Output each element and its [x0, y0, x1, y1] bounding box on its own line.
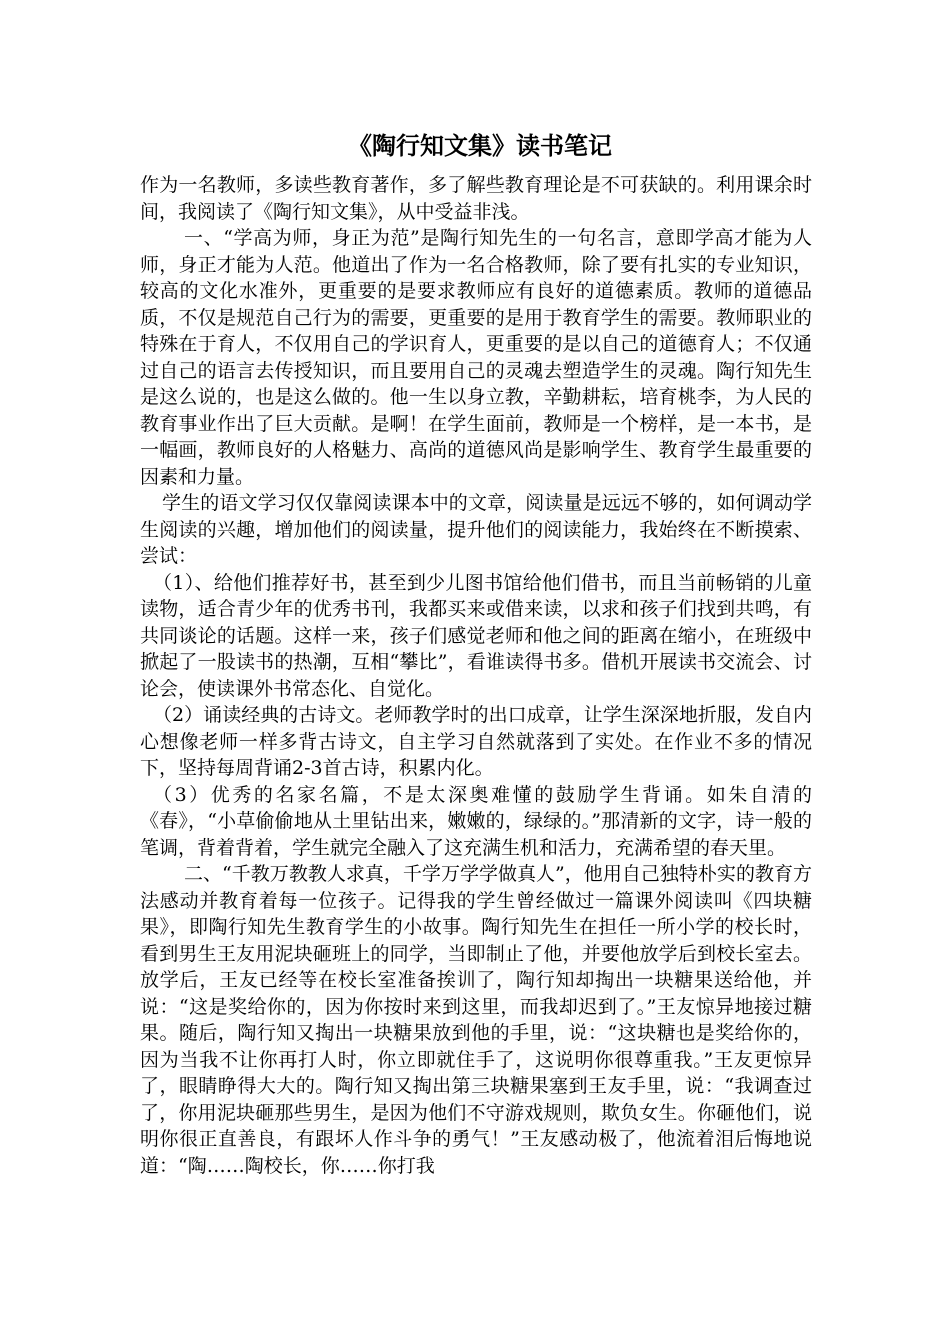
paragraph-intro: 作为一名教师，多读些教育著作，多了解些教育理论是不可获缺的。利用课余时间，我阅读了《陶行知文集》，从中受益非浅。 — [140, 174, 812, 223]
document-title: 《陶行知文集》读书笔记 — [348, 131, 612, 160]
paragraph-item-1: （1）、给他们推荐好书，甚至到少儿图书馆给他们借书，而且当前畅销的儿童读物，适合青少年的优秀书刊，我都买来或借来读，以求和孩子们找到共鸣，有共同谈论的话题。这样一来，孩子们感觉老师和他之间的距离在缩小，在班级中掀起了一股读书的热潮，互相“攀比”，看谁读得书多。借机开展读书交流会、讨论会，使读课外书常态化、自觉化。 — [140, 571, 812, 700]
paragraph-section-two: 二、“千教万教教人求真，千学万学学做真人”，他用自己独特朴实的教育方法感动并教育着每一位孩子。记得我的学生曾经做过一篇课外阅读叫《四块糖果》，即陶行知先生教育学生的小故事。陶行知先生在担任一所小学的校长时，看到男生王友用泥块砸班上的同学，当即制止了他，并要他放学后到校长室去。放学后，王友已经等在校长室准备挨训了，陶行知却掏出一块糖果送给他，并说：“这是奖给你的，因为你按时来到这里，而我却迟到了。”王友惊异地接过糖果。随后，陶行知又掏出一块糖果放到他的手里，说：“这块糖也是奖给你的，因为当我不让你再打人时，你立即就住手了，这说明你很尊重我。”王友更惊异了，眼睛睁得大大的。陶行知又掏出第三块糖果塞到王友手里，说：“我调查过了，你用泥块砸那些男生，是因为他们不守游戏规则，欺负女生。你砸他们，说明你很正直善良，有跟坏人作斗争的勇气！”王友感动极了，他流着泪后悔地说道：“陶……陶校长，你……你打我 — [140, 863, 812, 1177]
paragraph-item-2: （2）诵读经典的古诗文。老师教学时的出口成章，让学生深深地折服，发自内心想像老师一样多背古诗文，自主学习自然就落到了实处。在作业不多的情况下，坚持每周背诵2-3首古诗，积累内化。 — [140, 704, 812, 779]
paragraph-item-3: （3）优秀的名家名篇，不是太深奥难懂的鼓励学生背诵。如朱自清的《春》，“小草偷偷地从土里钻出来，嫩嫩的，绿绿的。”那清新的文字，诗一般的笔调，背着背着，学生就完全融入了这充满生机和活力，充满希望的春天里。 — [140, 783, 812, 859]
document-body — [140, 172, 812, 1179]
paragraph-section-one: 一、“学高为师，身正为范”是陶行知先生的一句名言，意即学高才能为人师，身正才能为人范。他道出了作为一名合格教师，除了要有扎实的专业知识，较高的文化水准外，更重要的是要求教师应有良好的道德素质。教师的道德品质，不仅是规范自己行为的需要，更重要的是用于教育学生的需要。教师职业的特殊在于育人，不仅用自己的学识育人，更重要的是以自己的道德育人；不仅通过自己的语言去传授知识，而且要用自己的灵魂去塑造学生的灵魂。陶行知先生是这么说的，也是这么做的。他一生以身立教，辛勤耕耘，培育桃李，为人民的教育事业作出了巨大贡献。是啊！在学生面前，教师是一个榜样，是一本书，是一幅画，教师良好的人格魅力、高尚的道德风尚是影响学生、教育学生最重要的因素和力量。 — [140, 227, 812, 488]
paragraph-reading-practice: 学生的语文学习仅仅靠阅读课本中的文章，阅读量是远远不够的，如何调动学生阅读的兴趣，增加他们的阅读量，提升他们的阅读能力，我始终在不断摸索、尝试： — [140, 492, 812, 567]
